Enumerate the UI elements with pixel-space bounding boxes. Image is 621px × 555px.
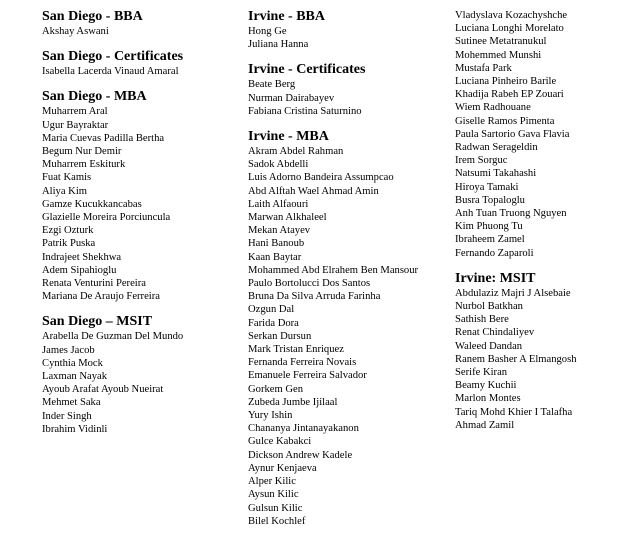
section-heading: San Diego - BBA xyxy=(42,9,143,24)
name-item: James Jacob xyxy=(42,344,95,356)
section-irvine-certificates xyxy=(248,62,448,118)
name-item: Busra Topaloglu xyxy=(455,194,525,206)
name-item: Laith Alfaouri xyxy=(248,198,309,210)
section-san-diego-bba xyxy=(42,9,242,38)
name-item: Ozgun Dal xyxy=(248,304,295,316)
name-item: Inder Singh xyxy=(42,410,92,422)
name-item: Luciana Longhi Morelato xyxy=(455,23,564,35)
column-3 xyxy=(455,9,621,432)
name-item: Arabella De Guzman Del Mundo xyxy=(42,331,184,343)
section-san-diego-certificates xyxy=(42,49,242,78)
section-heading: Irvine - Certificates xyxy=(248,62,366,78)
name-item: Begum Nur Demir xyxy=(42,146,122,158)
name-item: Muharrem Aral xyxy=(42,106,108,118)
name-item: Gulce Kabakci xyxy=(248,436,312,448)
name-item: Giselle Ramos Pimenta xyxy=(455,115,555,127)
name-item: Renata Venturini Pereira xyxy=(42,278,146,290)
name-item: Gulsun Kilic xyxy=(248,502,303,514)
name-item: Sutinee Metatranukul xyxy=(455,36,547,48)
name-item: Fernanda Ferreira Novais xyxy=(248,357,357,369)
name-item: Dickson Andrew Kadele xyxy=(248,449,353,461)
name-item: Nurman Dairabayev xyxy=(248,92,335,104)
name-item: Mark Tristan Enriquez xyxy=(248,344,344,356)
section-irvine-bba xyxy=(248,9,448,51)
name-item: Irem Sorguc xyxy=(455,155,508,167)
name-item: Mehmet Saka xyxy=(42,397,101,409)
name-item: Vladyslava Kozachyshche xyxy=(455,10,568,21)
section-san-diego-msit xyxy=(42,314,242,436)
name-list xyxy=(42,105,242,303)
name-item: Aliya Kim xyxy=(42,185,88,197)
name-item: Cynthia Mock xyxy=(42,357,103,369)
name-item: Gorkem Gen xyxy=(248,383,304,395)
name-item: Sathish Bere xyxy=(455,314,509,326)
name-item: Ibrahim Vidinli xyxy=(42,423,108,435)
name-item: Alper Kilic xyxy=(248,476,296,488)
name-item: Glazielle Moreira Porciuncula xyxy=(42,212,171,224)
name-item: Luis Adorno Bandeira Assumpcao xyxy=(248,172,394,184)
name-item: Renat Chindaliyev xyxy=(455,327,535,339)
name-item: Adem Sipahioglu xyxy=(42,264,117,276)
name-list xyxy=(248,145,448,528)
name-item: Beamy Kuchii xyxy=(455,380,517,392)
name-item: Wiem Radhouane xyxy=(455,102,531,114)
name-item: Serkan Dursun xyxy=(248,330,312,342)
name-item: Ibraheem Zamel xyxy=(455,234,525,246)
name-item: Ezgi Ozturk xyxy=(42,225,94,237)
name-item: Khadija Rabeh EP Zouari xyxy=(455,89,564,101)
name-item: Radwan Serageldin xyxy=(455,142,538,154)
name-item: Anh Tuan Truong Nguyen xyxy=(455,208,567,220)
name-list xyxy=(455,9,621,260)
name-item: Bruna Da Silva Arruda Farinha xyxy=(248,291,381,303)
name-item: Laxman Nayak xyxy=(42,371,108,383)
section-heading: San Diego – MSIT xyxy=(42,314,153,330)
section-heading: San Diego - MBA xyxy=(42,89,147,105)
section-san-diego-mba xyxy=(42,89,242,303)
name-item: Abd Alftah Wael Ahmad Amin xyxy=(248,185,379,197)
name-item: Farida Dora xyxy=(248,317,299,329)
name-item: Hiroya Tamaki xyxy=(455,181,519,193)
name-item: Natsumi Takahashi xyxy=(455,168,537,180)
name-item: Aysun Kilic xyxy=(248,489,299,501)
column-1 xyxy=(42,9,242,436)
name-item: Isabella Lacerda Vinaud Amaral xyxy=(42,66,179,78)
name-item: Waleed Dandan xyxy=(455,340,523,352)
name-item: Indrajeet Shekhwa xyxy=(42,251,122,263)
section-heading: Irvine - MBA xyxy=(248,129,329,145)
name-item: Patrik Puska xyxy=(42,238,96,250)
name-list xyxy=(42,330,242,436)
section-irvine-mba xyxy=(248,129,448,528)
name-item: Hong Ge xyxy=(248,26,287,37)
name-item: Serife Kiran xyxy=(455,367,508,379)
name-item: Mohemmed Munshi xyxy=(455,49,542,61)
name-item: Zubeda Jumbe Ijilaal xyxy=(248,396,338,408)
name-item: Marlon Montes xyxy=(455,393,521,405)
name-item: Tariq Mohd Khier I Talafha xyxy=(455,406,573,418)
name-item: Chananya Jintanayakanon xyxy=(248,423,359,435)
name-item: Juliana Hanna xyxy=(248,39,309,51)
name-list xyxy=(42,65,242,78)
section-heading: Irvine - BBA xyxy=(248,9,325,24)
name-item: Maria Cuevas Padilla Bertha xyxy=(42,132,165,144)
name-list xyxy=(248,78,448,118)
name-item: Fuat Kamis xyxy=(42,172,92,184)
column-2 xyxy=(248,9,448,528)
name-item: Fabiana Cristina Saturnino xyxy=(248,105,362,117)
name-item: Akram Abdel Rahman xyxy=(248,146,344,158)
name-item: Beate Berg xyxy=(248,79,296,91)
name-item: Ranem Basher A Elmangosh xyxy=(455,353,577,365)
name-item: Paulo Bortolucci Dos Santos xyxy=(248,278,371,290)
name-item: Abdulaziz Majri J Alsebaie xyxy=(455,287,571,299)
name-item: Nurbol Batkhan xyxy=(455,301,523,313)
name-item: Ugur Bayraktar xyxy=(42,119,109,131)
section-heading: San Diego - Certificates xyxy=(42,49,184,65)
section-continued xyxy=(455,9,621,260)
name-item: Yury Ishin xyxy=(248,410,293,422)
section-heading: Irvine: MSIT xyxy=(455,270,536,286)
name-item: Marwan Alkhaleel xyxy=(248,212,327,224)
name-list xyxy=(248,25,448,51)
name-item: Luciana Pinheiro Barile xyxy=(455,76,557,88)
name-item: Muharrem Eskiturk xyxy=(42,159,126,171)
name-list xyxy=(42,25,242,38)
name-item: Kaan Baytar xyxy=(248,251,302,263)
name-item: Fernando Zaparoli xyxy=(455,247,534,259)
section-irvine-msit xyxy=(455,271,621,432)
name-item: Mustafa Park xyxy=(455,62,512,74)
name-item: Bilel Kochlef xyxy=(248,515,306,527)
name-item: Aynur Kenjaeva xyxy=(248,462,317,474)
name-item: Emanuele Ferreira Salvador xyxy=(248,370,367,382)
name-item: Mekan Atayev xyxy=(248,225,311,237)
name-item: Sadok Abdelli xyxy=(248,159,309,171)
name-item: Mohammed Abd Elrahem Ben Mansour xyxy=(248,264,419,276)
name-item: Gamze Kucukkancabas xyxy=(42,198,142,210)
name-item: Ayoub Arafat Ayoub Nueirat xyxy=(42,384,164,396)
name-list xyxy=(455,287,621,432)
name-item: Mariana De Araujo Ferreira xyxy=(42,291,160,303)
name-item: Paula Sartorio Gava Flavia xyxy=(455,128,570,140)
name-item: Ahmad Zamil xyxy=(455,419,515,431)
name-item: Hani Banoub xyxy=(248,238,305,250)
name-item: Kim Phuong Tu xyxy=(455,221,523,233)
name-item: Akshay Aswani xyxy=(42,26,109,37)
